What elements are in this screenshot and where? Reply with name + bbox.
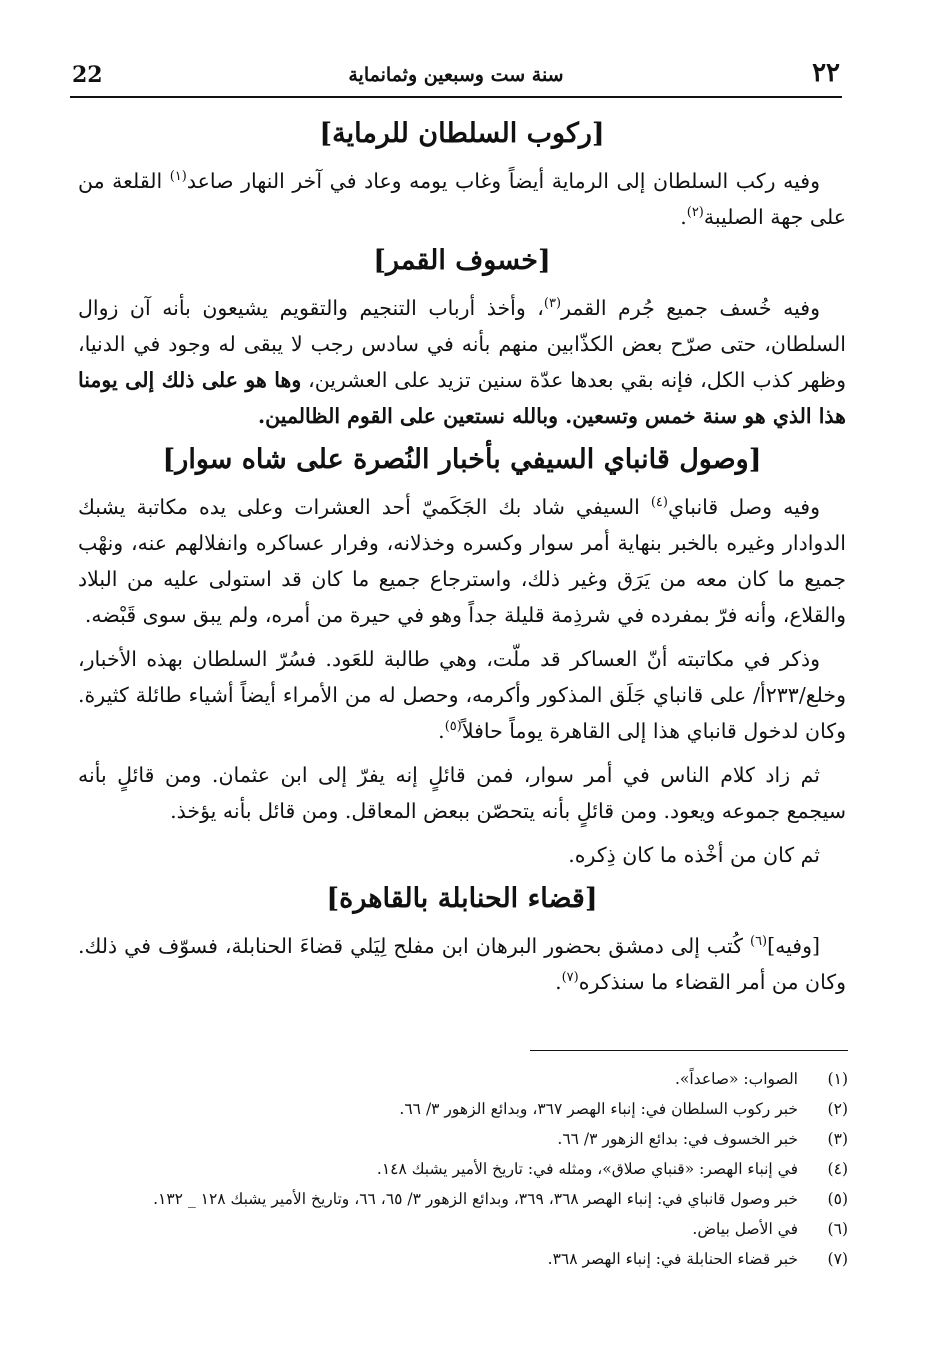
text-run: ، وأخذ أرباب التنجيم والتقويم يشيعون بأنه آن زوال السلطان، حتى صرّح بعض الكذّابين منهم بأنه في سادس رجب لا يبقى له وجود في الدنيا، وظهر كذب الكل، فإنه بقي بعدها عدّة سنين تزيد على العشرين، (78, 296, 846, 392)
footnote-number: (٤) (827, 1160, 848, 1178)
section-heading: [وصول قانباي السيفي بأخبار النُصرة على شاه سوار] (162, 444, 762, 475)
footnote-ref: (٧) (561, 970, 579, 986)
text-run: السيفي شاد بك الجَكَميّ أحد العشرات وعلى يده مكاتبة يشبك الدوادار وغيره بالخبر بنهاية أمر سوار وكسره وخذلانه، وفرار عساكره وانفلالهم عنه، ونهْب جميع ما كان معه من يَرَق وغير ذلك، واسترجاع جميع ما كان قد استولى عليه من البلاد والقلاع، وأنه فرّ بمفرده في شرذِمة قليلة جداً وهو في حيرة من أمره، ولم يبق سوى قَبْضه. (78, 495, 846, 627)
footnote-number: (٧) (827, 1250, 848, 1268)
footnote (78, 1244, 848, 1274)
footnote-text: خبر وصول قانباي في: إنباء الهصر ٣٦٨، ٣٦٩، وبدائع الزهور ٣/ ٦٥، ٦٦، وتاريخ الأمير يشبك ١٢٨ _ ١٣٢. (153, 1190, 798, 1208)
footnote-ref: (١) (169, 169, 187, 185)
paragraph (78, 489, 846, 633)
running-title: سنة ست وسبعين وثمانماية (348, 64, 564, 86)
text-run: وفيه ركب السلطان إلى الرماية أيضاً وغاب يومه وعاد في آخر النهار صاعد (186, 169, 820, 193)
page-number-arabic: ٢٢ (812, 58, 840, 88)
footnote (78, 1214, 848, 1244)
footnote-text: خبر ركوب السلطان في: إنباء الهصر ٣٦٧، وبدائع الزهور ٣/ ٦٦. (399, 1100, 798, 1118)
paragraph (78, 928, 846, 1000)
section-heading: [ركوب السلطان للرماية] (319, 118, 605, 149)
footnote-number: (٣) (827, 1130, 848, 1148)
text-run: القلعة من على جهة الصليبة (78, 169, 846, 229)
paragraph (78, 641, 846, 749)
text-run: كُتب إلى دمشق بحضور البرهان ابن مفلح لِيَلي قضاءَ الحنابلة، فسوّف في ذلك. وكان من أمر القضاء ما سنذكره (78, 934, 846, 994)
footnote-text: في الأصل بياض. (692, 1220, 798, 1238)
paragraph (78, 757, 846, 829)
section-heading: [خسوف القمر] (373, 245, 551, 276)
footnote-ref: (٦) (749, 934, 768, 950)
text-run: وفيه وصل قانباي (667, 495, 820, 519)
page-number-latin: 22 (72, 62, 103, 88)
text-run: . (438, 719, 445, 743)
text-run: ثم كان من أخْذه ما كان ذِكره. (568, 843, 820, 867)
footnote-separator (530, 1050, 848, 1051)
text-run: . (555, 970, 562, 994)
footnote-text: في إنباء الهصر: «قنباي صلاق»، ومثله في: تاريخ الأمير يشبك ١٤٨. (376, 1160, 798, 1178)
paragraph (78, 290, 846, 434)
footnote-ref: (٤) (650, 495, 668, 511)
section-heading: [قضاء الحنابلة بالقاهرة] (326, 883, 598, 914)
footnote-number: (١) (827, 1070, 848, 1088)
text-run: وفيه خُسف جميع جُرم القمر (561, 296, 820, 320)
footnote-number: (٢) (827, 1100, 848, 1118)
text-run: وذكر في مكاتبته أنّ العساكر قد ملّت، وهي طالبة للعَود. فسُرّ السلطان بهذه الأخبار، وخلع/٢٣٣أ/ على قانباي جَلَق المذكور وأكرمه، وحصل له من الأمراء أيضاً أشياء طائلة كثيرة. وكان لدخول قانباي هذا إلى القاهرة يوماً حافلاً (78, 647, 846, 743)
footnote (78, 1124, 848, 1154)
footnote-text: خبر الخسوف في: بدائع الزهور ٣/ ٦٦. (557, 1130, 798, 1148)
footnote (78, 1154, 848, 1184)
footnote (78, 1064, 848, 1094)
text-run: ثم زاد كلام الناس في أمر سوار، فمن قائلٍ إنه يفرّ إلى ابن عثمان. ومن قائلٍ بأنه سيجمع جموعه ويعود. ومن قائلٍ بأنه يتحصّن ببعض المعاقل. ومن قائل بأنه يؤخذ. (78, 763, 846, 823)
bold-text: وها هو على ذلك إلى يومنا هذا الذي هو سنة خمس وتسعين. وبالله نستعين على القوم الظالمين. (78, 368, 846, 428)
footnote-ref: (٣) (543, 296, 562, 312)
footnote (78, 1094, 848, 1124)
footnote-ref: (٢) (686, 205, 704, 221)
footnote (78, 1184, 848, 1214)
footnote-ref: (٥) (444, 719, 462, 735)
footnote-text: الصواب: «صاعداً». (675, 1070, 798, 1088)
footnote-number: (٦) (827, 1220, 848, 1238)
footnote-text: خبر قضاء الحنابلة في: إنباء الهصر ٣٦٨. (547, 1250, 798, 1268)
main-text (78, 108, 846, 1008)
text-run: . (680, 205, 687, 229)
page-header (70, 54, 842, 98)
footnote-number: (٥) (827, 1190, 848, 1208)
footnotes (78, 1064, 848, 1274)
paragraph (78, 837, 846, 873)
text-run: [وفيه] (767, 934, 820, 958)
paragraph (78, 163, 846, 235)
